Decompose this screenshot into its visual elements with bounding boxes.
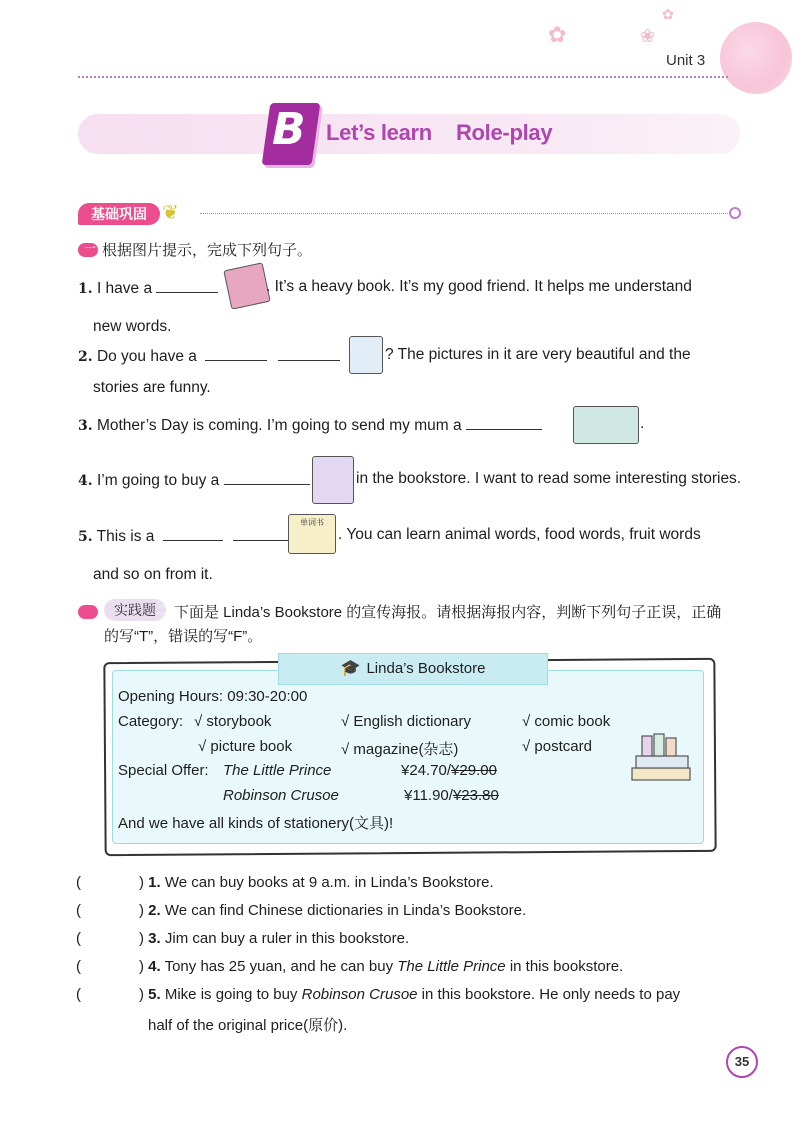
tf-bracket-open: ( bbox=[76, 930, 81, 947]
leaf-icon: ❦ bbox=[162, 202, 179, 224]
category-label: Category: bbox=[118, 713, 184, 730]
book-stack-icon bbox=[628, 732, 694, 784]
tf-question-5-cont: half of the original price(原价). bbox=[148, 1017, 348, 1034]
offer-price bbox=[401, 762, 497, 779]
offer-old-price: ¥29.00 bbox=[451, 762, 497, 779]
offer-price bbox=[404, 787, 499, 804]
part-one-num: 一 bbox=[83, 241, 96, 255]
section-badge: 基础巩固 bbox=[78, 203, 160, 225]
q3-text-a: Mother’s Day is coming. I’m going to send my mum a bbox=[96, 417, 462, 434]
tf-bracket-close: ) bbox=[139, 986, 144, 1003]
tf-question-3 bbox=[76, 930, 409, 947]
answer-blank[interactable] bbox=[156, 278, 218, 293]
category-item: √ comic book bbox=[522, 713, 611, 730]
tf-book-title: Robinson Crusoe bbox=[301, 986, 418, 1003]
q3-num: 3. bbox=[78, 418, 93, 434]
question-4 bbox=[78, 470, 310, 490]
part-two-badge bbox=[78, 605, 98, 619]
lesson-title bbox=[326, 120, 552, 146]
book-stack-book bbox=[654, 734, 664, 756]
opening-hours: Opening Hours: 09:30-20:00 bbox=[118, 688, 308, 705]
q1-text-c: new words. bbox=[93, 318, 172, 335]
tf-num: 5. bbox=[148, 986, 161, 1003]
practice-tag: 实践题 bbox=[104, 599, 166, 621]
q4-text-b: in the bookstore. I want to read some interesting stories. bbox=[356, 470, 742, 487]
q1-num: 1. bbox=[78, 281, 93, 297]
stationery-note: And we have all kinds of stationery(文具)! bbox=[118, 815, 394, 832]
poster-name: Linda’s Bookstore bbox=[366, 660, 486, 677]
tf-text: We can buy books at 9 a.m. in Linda’s Bookstore. bbox=[164, 874, 494, 891]
question-3 bbox=[78, 415, 542, 435]
tf-text: Tony has 25 yuan, and he can buy bbox=[164, 958, 398, 975]
flower-icon: ✿ bbox=[548, 22, 567, 47]
q4-num: 4. bbox=[78, 473, 93, 489]
q5-num: 5. bbox=[78, 529, 93, 545]
book-stack-book bbox=[632, 768, 690, 780]
storybook-icon bbox=[312, 456, 354, 504]
book-stack-book bbox=[636, 756, 688, 768]
picture-book-icon bbox=[349, 336, 383, 374]
lesson-letter: B bbox=[272, 104, 306, 155]
q2-text-a: Do you have a bbox=[96, 348, 197, 365]
book-stack-book bbox=[666, 738, 676, 756]
part-one-title bbox=[83, 239, 313, 260]
poster-title bbox=[278, 653, 548, 685]
question-2 bbox=[78, 346, 340, 366]
word-book-icon bbox=[288, 514, 336, 554]
tf-bracket-open: ( bbox=[76, 986, 81, 1003]
question-5 bbox=[78, 526, 293, 546]
q5-text-c: and so on from it. bbox=[93, 566, 213, 583]
q1-text-a: I have a bbox=[96, 280, 153, 297]
header-divider bbox=[78, 76, 728, 78]
tf-book-title: The Little Prince bbox=[397, 958, 506, 975]
tf-text: in this bookstore. bbox=[505, 958, 624, 975]
word-book-label: 单词书 bbox=[300, 518, 324, 527]
book-stack-book bbox=[642, 736, 652, 756]
offer-new-price: ¥24.70/ bbox=[401, 762, 452, 779]
flower-icon: ✿ bbox=[662, 6, 674, 22]
tf-bracket-open: ( bbox=[76, 902, 81, 919]
part-two-title-a bbox=[155, 601, 722, 622]
part-two-title-b: 的写“T”，错误的写“F”。 bbox=[104, 628, 263, 645]
question-1 bbox=[78, 278, 218, 298]
unit-label: Unit 3 bbox=[666, 52, 706, 69]
lesson-title-b: Role-play bbox=[455, 120, 553, 145]
offer-old-price: ¥23.80 bbox=[452, 787, 499, 804]
q4-text-a: I’m going to buy a bbox=[96, 472, 220, 489]
tf-bracket-close: ) bbox=[139, 874, 144, 891]
tf-bracket-close: ) bbox=[139, 958, 144, 975]
postcard-icon bbox=[573, 406, 639, 444]
tf-bracket-close: ) bbox=[139, 930, 144, 947]
page-number: 35 bbox=[726, 1046, 758, 1078]
category-item: √ storybook bbox=[194, 713, 272, 730]
dictionary-picture-icon bbox=[223, 262, 270, 309]
q2-text-b: ? The pictures in it are very beautiful and the bbox=[385, 346, 691, 363]
answer-blank[interactable] bbox=[205, 346, 267, 361]
category-item: √ magazine(杂志) bbox=[341, 741, 459, 758]
tf-question-4 bbox=[76, 958, 623, 975]
offer-new-price: ¥11.90/ bbox=[404, 787, 453, 804]
part-two-instruction: 下面是 Linda’s Bookstore 的宣传海报。请根据海报内容，判断下列句子正误，正确 bbox=[174, 604, 722, 621]
tf-question-5 bbox=[76, 986, 680, 1003]
q1-text-b: . It’s a heavy book. It’s my good friend. It helps me understand bbox=[266, 278, 692, 295]
tf-question-1 bbox=[76, 874, 494, 891]
q3-text-b: . bbox=[640, 415, 645, 432]
answer-blank[interactable] bbox=[163, 526, 223, 541]
answer-blank[interactable] bbox=[278, 346, 340, 361]
q5-text-a: This is a bbox=[96, 528, 155, 545]
q5-text-b: . You can learn animal words, food words, fruit words bbox=[338, 526, 701, 543]
category-item: √ English dictionary bbox=[341, 713, 471, 730]
lesson-title-a: Let’s learn bbox=[326, 120, 432, 145]
tf-text: We can find Chinese dictionaries in Linda’s Bookstore. bbox=[164, 902, 527, 919]
tf-text: Jim can buy a ruler in this bookstore. bbox=[164, 930, 410, 947]
category-item: √ picture book bbox=[198, 738, 293, 755]
tf-bracket-open: ( bbox=[76, 958, 81, 975]
tf-text: in this bookstore. He only needs to pay bbox=[417, 986, 681, 1003]
flower-icon: ❀ bbox=[640, 26, 656, 46]
offer-title: Robinson Crusoe bbox=[223, 787, 339, 804]
offer-label: Special Offer: bbox=[118, 762, 209, 779]
tf-num: 3. bbox=[148, 930, 161, 947]
section-divider bbox=[200, 213, 728, 214]
q2-num: 2. bbox=[78, 349, 93, 365]
part-one-instruction: 根据图片提示，完成下列句子。 bbox=[102, 242, 313, 259]
offer-title: The Little Prince bbox=[223, 762, 332, 779]
pink-circle-decoration bbox=[720, 22, 792, 94]
q2-text-c: stories are funny. bbox=[93, 379, 211, 396]
answer-blank[interactable] bbox=[233, 526, 293, 541]
tf-question-2 bbox=[76, 902, 526, 919]
category-item: √ postcard bbox=[522, 738, 592, 755]
tf-num: 2. bbox=[148, 902, 161, 919]
tf-text: Mike is going to buy bbox=[164, 986, 302, 1003]
part-two-num: 二 bbox=[155, 603, 168, 617]
answer-blank[interactable] bbox=[224, 470, 310, 485]
tf-num: 1. bbox=[148, 874, 161, 891]
tf-bracket-close: ) bbox=[139, 902, 144, 919]
divider-end-icon bbox=[729, 207, 741, 219]
graduation-cap-icon: 🎓 bbox=[340, 660, 361, 677]
answer-blank[interactable] bbox=[466, 415, 542, 430]
tf-num: 4. bbox=[148, 958, 161, 975]
tf-bracket-open: ( bbox=[76, 874, 81, 891]
